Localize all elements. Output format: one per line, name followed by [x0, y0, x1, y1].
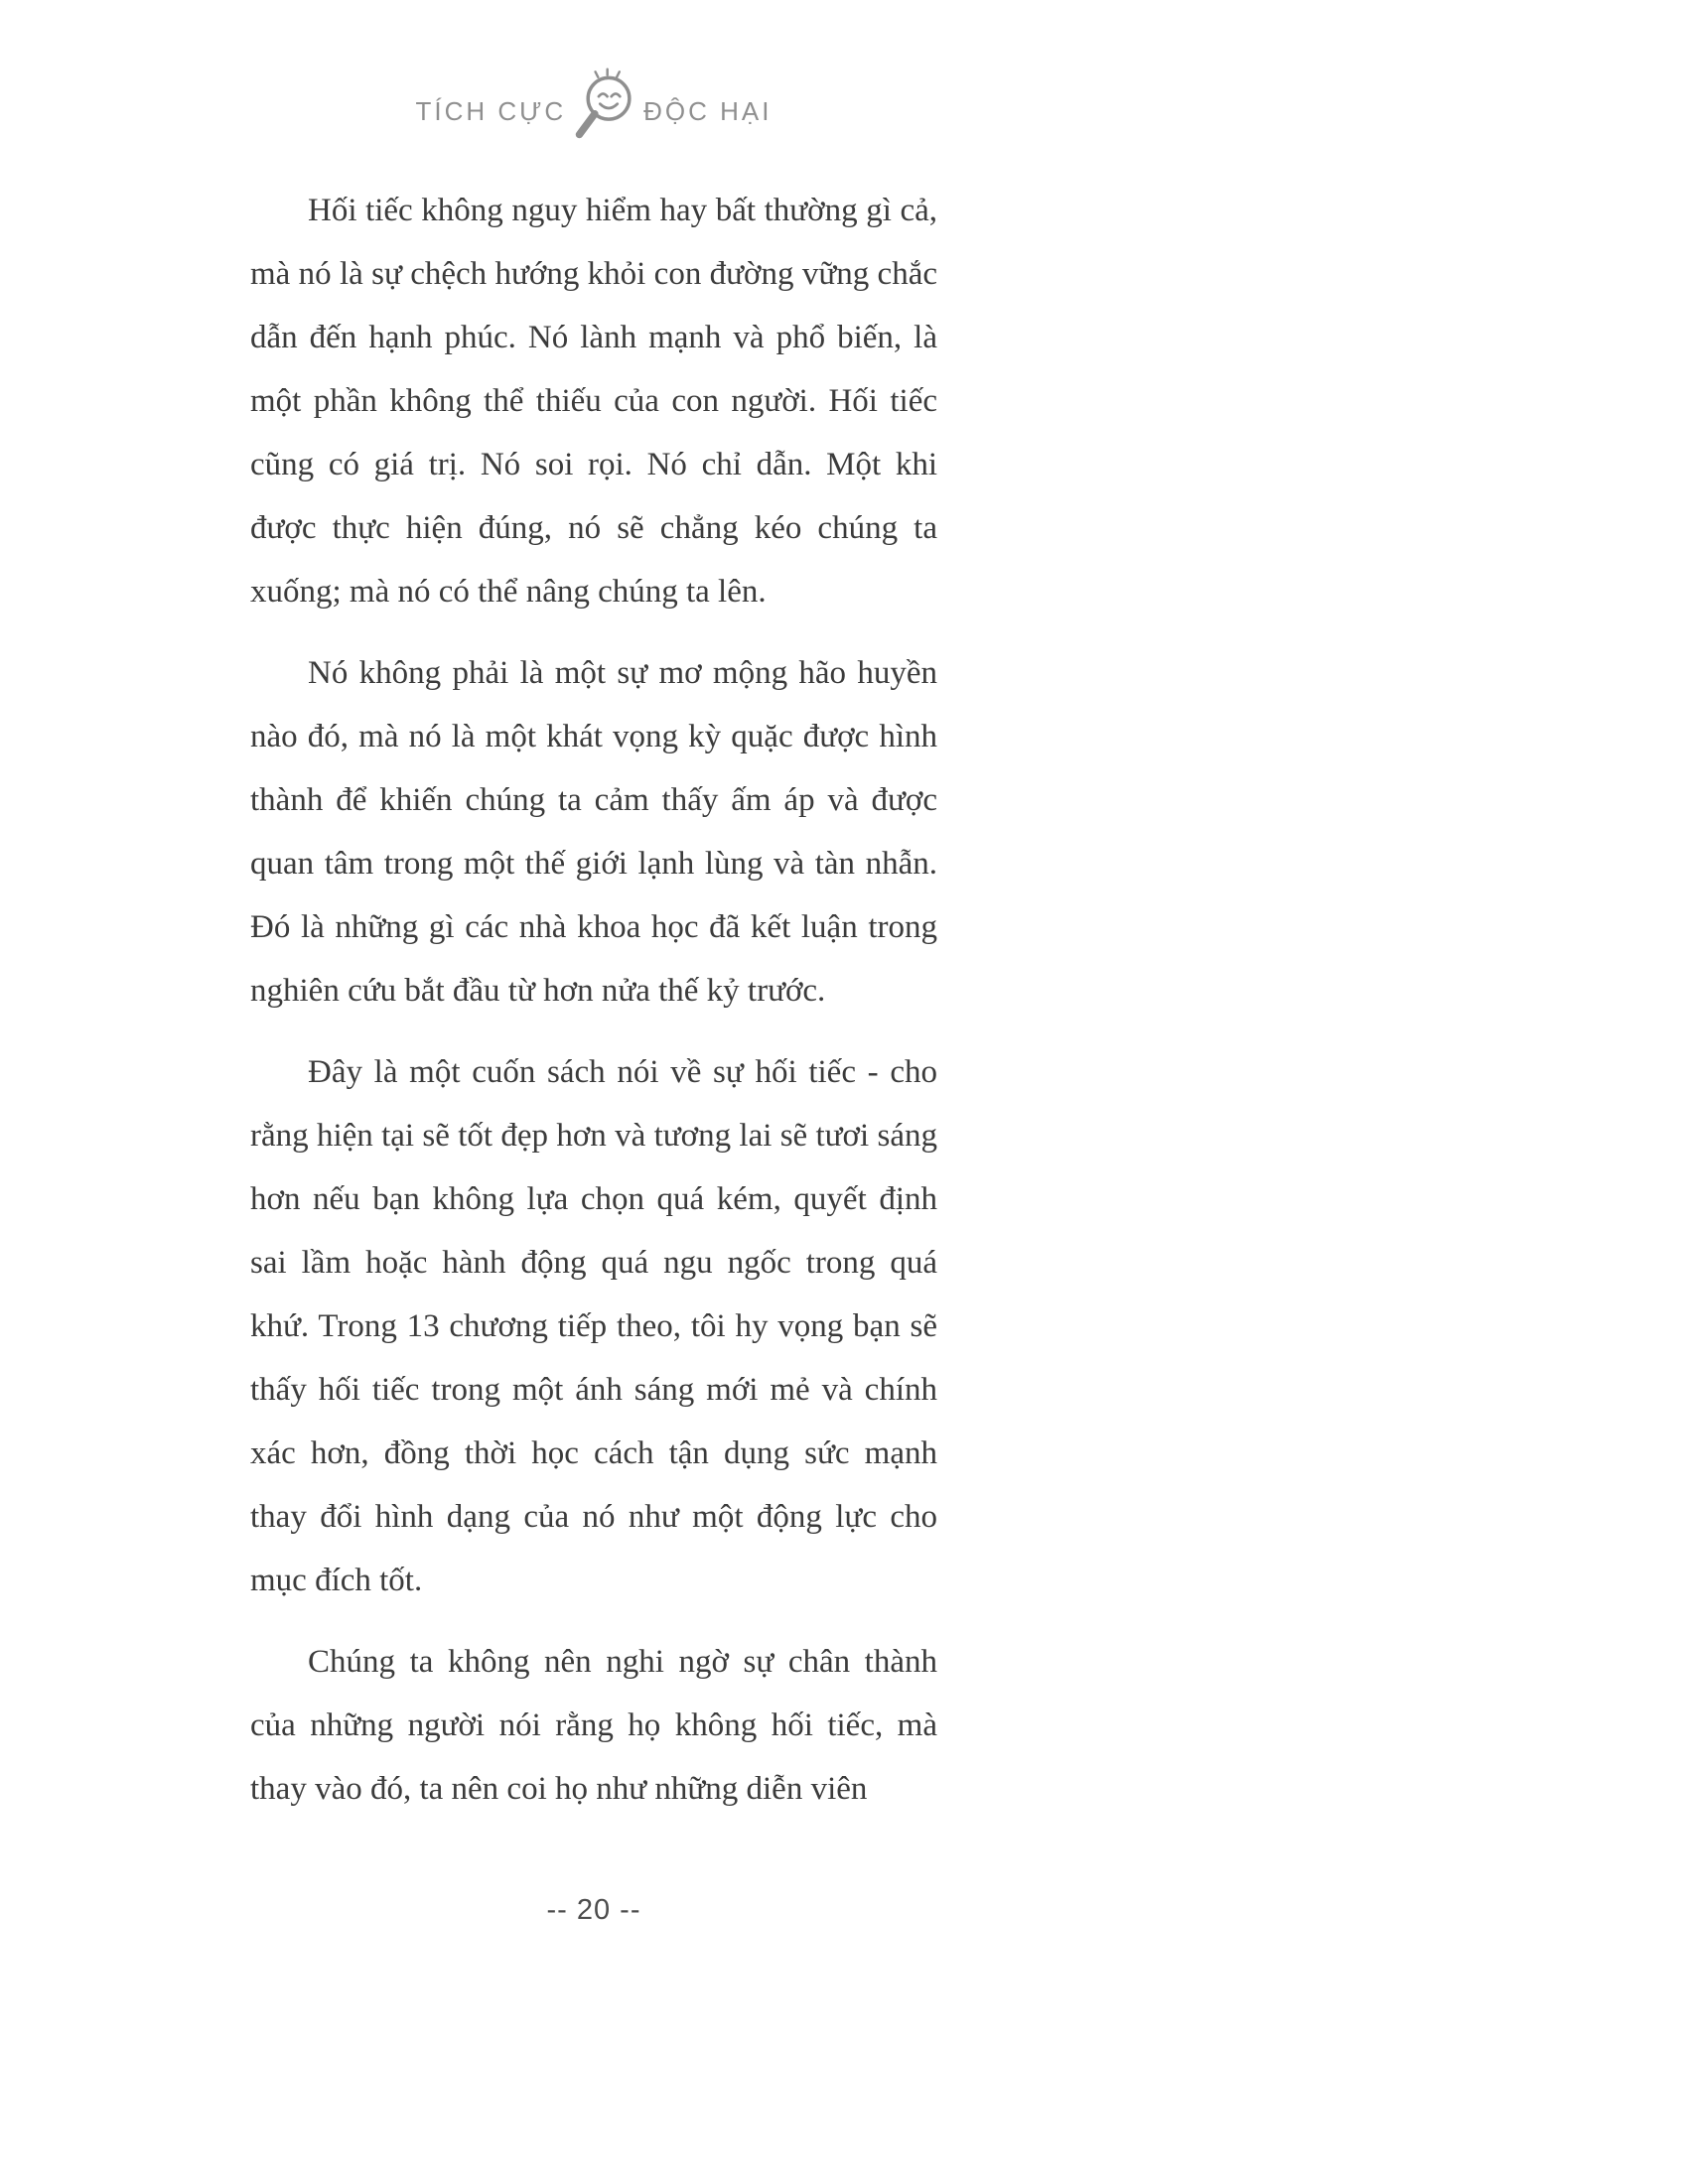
body-paragraph-2: Nó không phải là một sự mơ mộng hão huyền nào đó, mà nó là một khát vọng kỳ quặc được hình thành để khiến chúng ta cảm thấy ấm áp và được quan tâm trong một thế giới lạnh lùng và tàn nhẫn. Đó là những gì các nhà khoa học đã kết luận trong nghiên cứu bắt đầu từ hơn nửa thế kỷ trước.	[250, 655, 937, 1009]
body-paragraph-4: Chúng ta không nên nghi ngờ sự chân thành của những người nói rằng họ không hối tiếc, mà thay vào đó, ta nên coi họ như những diễn viên	[250, 1644, 937, 1807]
header-title-left: TÍCH CỰC	[415, 95, 567, 126]
running-header	[250, 69, 937, 153]
page-number: -- 20 --	[546, 1894, 641, 1926]
body-text	[250, 179, 937, 1821]
body-paragraph-3: Đây là một cuốn sách nói về sự hối tiếc - cho rằng hiện tại sẽ tốt đẹp hơn và tương lai sẽ tươi sáng hơn nếu bạn không lựa chọn quá kém, quyết định sai lầm hoặc hành động quá ngu ngốc trong quá khứ. Trong 13 chương tiếp theo, tôi hy vọng bạn sẽ thấy hối tiếc trong một ánh sáng mới mẻ và chính xác hơn, đồng thời học cách tận dụng sức mạnh thay đổi hình dạng của nó như một động lực cho mục đích tốt.	[250, 1054, 937, 1598]
content-column	[250, 0, 937, 1839]
body-paragraph-1: Hối tiếc không nguy hiểm hay bất thường gì cả, mà nó là sự chệch hướng khỏi con đường vững chắc dẫn đến hạnh phúc. Nó lành mạnh và phổ biến, là một phần không thể thiếu của con người. Hối tiếc cũng có giá trị. Nó soi rọi. Nó chỉ dẫn. Một khi được thực hiện đúng, nó sẽ chẳng kéo chúng ta xuống; mà nó có thể nâng chúng ta lên.	[250, 193, 937, 610]
magnifier-smiley-icon	[562, 67, 647, 152]
header-title-right: ĐỘC HẠI	[643, 95, 773, 126]
